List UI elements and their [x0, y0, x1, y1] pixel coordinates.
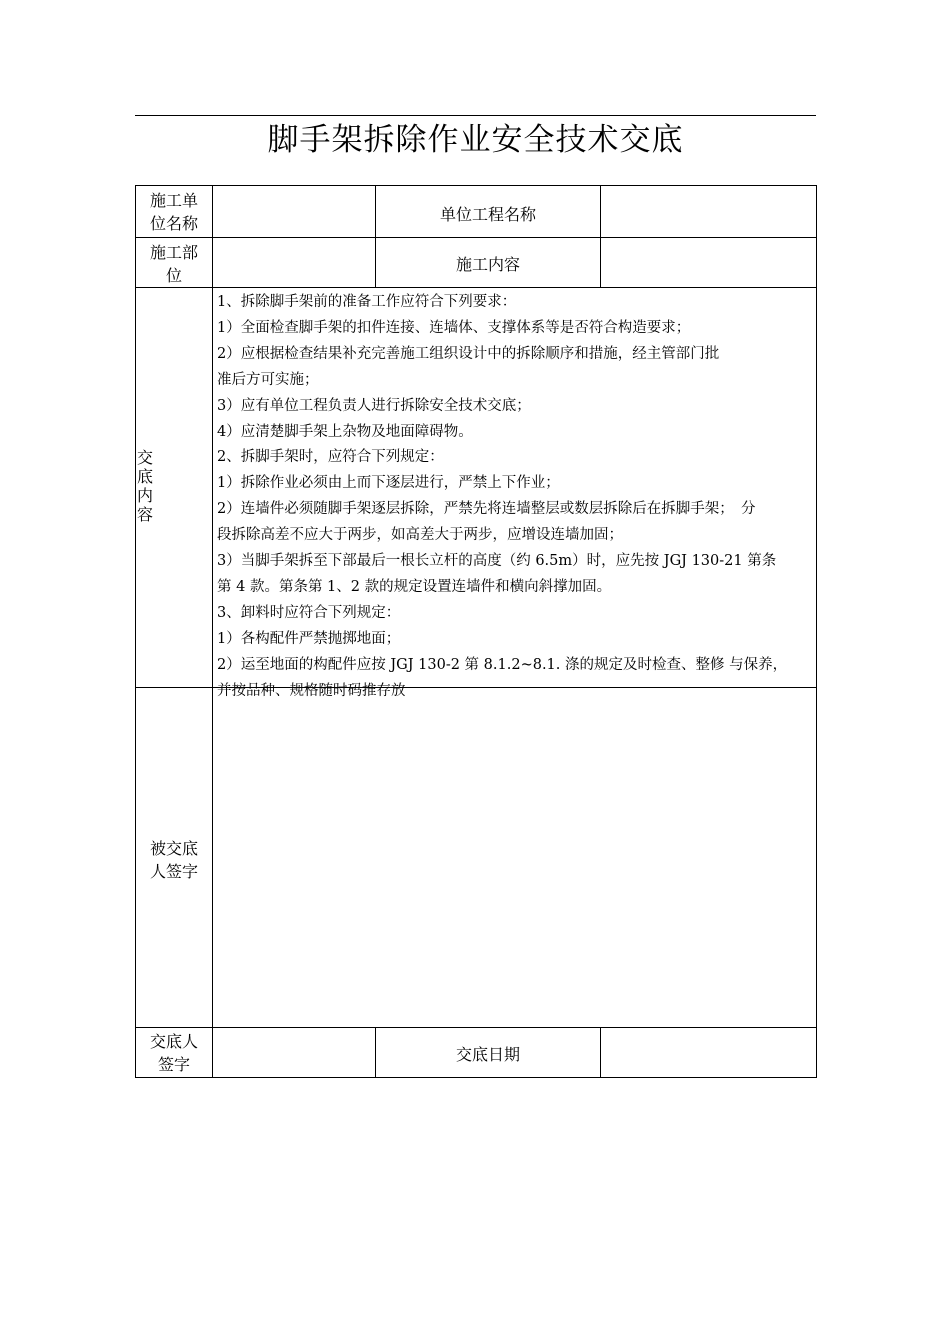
unit-project-name-field[interactable] [601, 186, 816, 237]
row-divider [135, 287, 817, 288]
content-line: 4）应清楚脚手架上杂物及地面障碍物。 [217, 423, 473, 440]
content-line: 1）各构配件严禁抛掷地面； [217, 630, 401, 647]
label-line: 位名称 [149, 213, 198, 233]
content-line: 2）应根据检查结果补充完善施工组织设计中的拆除顺序和措施，经主管部门批 [217, 345, 720, 362]
content-line: 3、卸料时应符合下列规定： [217, 604, 401, 621]
construction-unit-field[interactable] [213, 186, 375, 237]
content-line: 1）全面检查脚手架的扣件连接、连墙体、支撑体系等是否符合构造要求； [217, 319, 691, 336]
label-line: 人签字 [149, 862, 198, 881]
label-line: 施工部 [149, 242, 198, 262]
unit-project-name-label: 单位工程名称 [439, 205, 536, 224]
label-line: 签字 [157, 1054, 190, 1074]
construction-unit-label [136, 186, 212, 237]
label-line: 被交底 [149, 839, 198, 858]
document-title: 脚手架拆除作业安全技术交底 [267, 122, 684, 158]
construction-part-field[interactable] [213, 238, 375, 287]
discloser-signature-field[interactable] [213, 1028, 375, 1077]
construction-content-label: 施工内容 [455, 255, 520, 274]
label-line: 施工单 [149, 190, 198, 210]
content-line: 第 4 款。第条第 1、2 款的规定设置连墙件和横向斜撑加固。 [217, 578, 612, 595]
content-line: 2）运至地面的构配件应按 JGJ 130-2 第 8.1.2~8.1. 涤的规定及时检查、整修 与保养， [217, 656, 788, 673]
label-line: 位 [165, 265, 182, 285]
label-line: 交底人 [149, 1031, 198, 1051]
disclosure-date-label: 交底日期 [455, 1045, 520, 1064]
construction-part-label [136, 240, 212, 287]
top-rule [135, 115, 816, 116]
table-border-left [135, 185, 136, 1078]
content-line: 2）连墙件必须随脚手架逐层拆除，严禁先将连墙整层或数层拆除后在拆脚手架； 分 [217, 501, 756, 518]
signee-signature-area[interactable] [213, 688, 816, 1027]
construction-content-field[interactable] [601, 238, 816, 287]
signee-label [136, 830, 212, 890]
disclosure-content-text [217, 290, 817, 699]
content-line: 2、拆脚手架时，应符合下列规定： [217, 449, 444, 466]
content-line: 段拆除高差不应大于两步，如高差大于两步，应增设连墙加固； [217, 527, 623, 544]
label-char: 底 [137, 467, 154, 486]
content-line: 3）应有单位工程负责人进行拆除安全技术交底； [217, 397, 531, 414]
disclosure-content-label [137, 448, 157, 524]
disclosure-date-field[interactable] [601, 1028, 816, 1077]
label-char: 容 [137, 505, 154, 524]
label-char: 内 [137, 486, 154, 505]
content-line: 准后方可实施； [217, 371, 319, 388]
content-line: 1）拆除作业必须由上而下逐层进行，严禁上下作业； [217, 475, 560, 492]
content-line: 1、拆除脚手架前的准备工作应符合下列要求： [217, 294, 517, 310]
discloser-label [136, 1028, 212, 1077]
label-char: 交 [137, 448, 154, 467]
content-line: 并按品种、规格随时码推存放 [217, 682, 406, 699]
content-line: 3）当脚手架拆至下部最后一根长立杆的高度（约 6.5m）时，应先按 JGJ 130-21 第条 [217, 553, 777, 570]
